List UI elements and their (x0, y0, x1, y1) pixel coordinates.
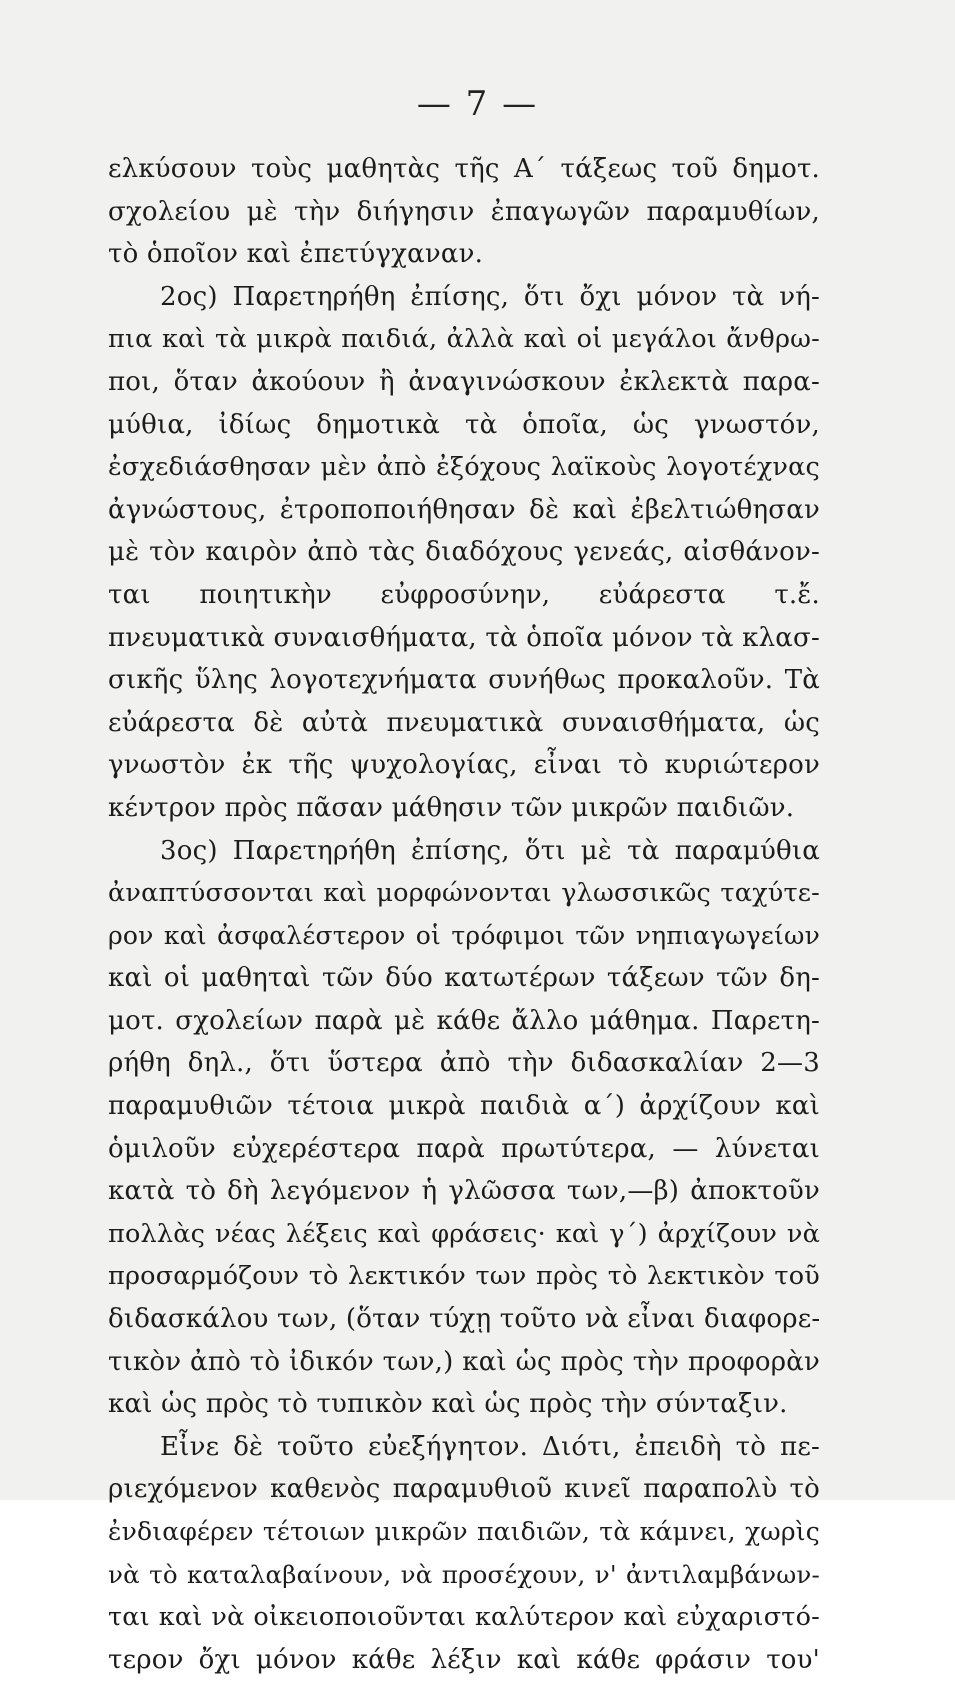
text-line: νὰ τὸ καταλαβαίνουν, νὰ προσέχουν, ν' ἀντιλαμβάνων- (108, 1559, 820, 1589)
text-line: ὁμιλοῦν εὐχερέστερα παρὰ πρωτύτερα, — λύνεται (108, 1133, 820, 1164)
body-text (108, 148, 820, 1681)
text-line: διδασκάλου των, (ὅταν τύχῃ τοῦτο νὰ εἶναι διαφορε- (108, 1304, 821, 1335)
text-line: ελκύσουν τοὺς μαθητὰς τῆς Α΄ τάξεως τοῦ δημοτ. (108, 154, 820, 184)
text-line: κέντρον πρὸς πᾶσαν μάθησιν τῶν μικρῶν παιδιῶν. (108, 792, 795, 823)
text-line: ρήθη δηλ., ὅτι ὕστερα ἀπὸ τὴν διδασκαλίαν 2—3 (108, 1048, 820, 1079)
text-line: καὶ ὡς πρὸς τὸ τυπικὸν καὶ ὡς πρὸς τὴν σύνταξιν. (108, 1389, 788, 1420)
text-line: ἐνδιαφέρεν τέτοιων μικρῶν παιδιῶν, τὰ κάμνει, χωρὶς (108, 1517, 820, 1546)
text-line: 3ος) Παρετηρήθη ἐπίσης, ὅτι μὲ τὰ παραμύθια (160, 835, 820, 866)
text-line: μὲ τὸν καιρὸν ἀπὸ τὰς διαδόχους γενεάς, αἰσθάνον- (108, 537, 820, 568)
text-line: τερον ὄχι μόνον κάθε λέξιν καὶ κάθε φράσιν του' (108, 1644, 820, 1675)
text-line: ποι, ὅταν ἀκούουν ἢ ἀναγινώσκουν ἐκλεκτὰ παρα- (108, 366, 820, 397)
text-line: τὸ ὁποῖον καὶ ἐπετύγχαναν. (108, 239, 484, 270)
text-line: εὐάρεστα δὲ αὐτὰ πνευματικὰ συναισθήματα, ὡς (108, 707, 820, 738)
text-line: σικῆς ὕλης λογοτεχνήματα συνήθως προκαλοῦν. Τὰ (108, 665, 820, 696)
text-line: πολλὰς νέας λέξεις καὶ φράσεις· καὶ γ΄) ἀρχίζουν νὰ (108, 1218, 820, 1249)
text-line: πνευματικὰ συναισθήματα, τὰ ὁποῖα μόνον τὰ κλασ- (108, 622, 820, 653)
page-number: — 7 — (416, 84, 539, 124)
text-line: παραμυθιῶν τέτοια μικρὰ παιδιὰ α΄) ἀρχίζουν καὶ (108, 1091, 820, 1122)
text-line: προσαρμόζουν τὸ λεκτικόν των πρὸς τὸ λεκτικὸν τοῦ (108, 1261, 820, 1292)
text-line: ἐσχεδιάσθησαν μὲν ἀπὸ ἐξόχους λαϊκοὺς λογοτέχνας (108, 452, 820, 483)
text-line: ἀγνώστους, ἐτροποποιήθησαν δὲ καὶ ἐβελτιώθησαν (108, 494, 820, 525)
text-line: Εἶνε δὲ τοῦτο εὐεξήγητον. Διότι, ἐπειδὴ τὸ πε- (160, 1431, 820, 1462)
text-line: πια καὶ τὰ μικρὰ παιδιά, ἀλλὰ καὶ οἱ μεγάλοι ἄνθρω- (108, 324, 820, 355)
text-line: τικὸν ἀπὸ τὸ ἰδικόν των,) καὶ ὡς πρὸς τὴν προφορὰν (108, 1346, 820, 1377)
text-line: ται καὶ νὰ οἰκειοποιοῦνται καλύτερον καὶ εὐχαριστό- (108, 1602, 820, 1633)
text-line: ται ποιητικὴν εὐφροσύνην, εὐάρεστα τ.ἔ. (108, 579, 820, 610)
text-line: μοτ. σχολείων παρὰ μὲ κάθε ἄλλο μάθημα. Παρετη- (108, 1005, 820, 1036)
text-line: 2ος) Παρετηρήθη ἐπίσης, ὅτι ὄχι μόνον τὰ νή- (160, 281, 820, 312)
text-line: ἀναπτύσσονται καὶ μορφώνονται γλωσσικῶς ταχύτε- (108, 878, 820, 909)
text-line: ρον καὶ ἀσφαλέστερον οἱ τρόφιμοι τῶν νηπιαγωγείων (108, 920, 820, 950)
text-line: ριεχόμενον καθενὸς παραμυθιοῦ κινεῖ παραπολὺ τὸ (108, 1474, 820, 1505)
text-line: σχολείου μὲ τὴν διήγησιν ἐπαγωγῶν παραμυθίων, (108, 196, 820, 227)
text-line: μύθια, ἰδίως δημοτικὰ τὰ ὁποῖα, ὡς γνωστόν, (108, 409, 820, 440)
text-line: κατὰ τὸ δὴ λεγόμενον ἡ γλῶσσα των,—β) ἀποκτοῦν (108, 1176, 820, 1207)
text-line: καὶ οἱ μαθηταὶ τῶν δύο κατωτέρων τάξεων τῶν δη- (108, 963, 820, 994)
text-line: γνωστὸν ἐκ τῆς ψυχολογίας, εἶναι τὸ κυριώτερον (108, 750, 820, 781)
